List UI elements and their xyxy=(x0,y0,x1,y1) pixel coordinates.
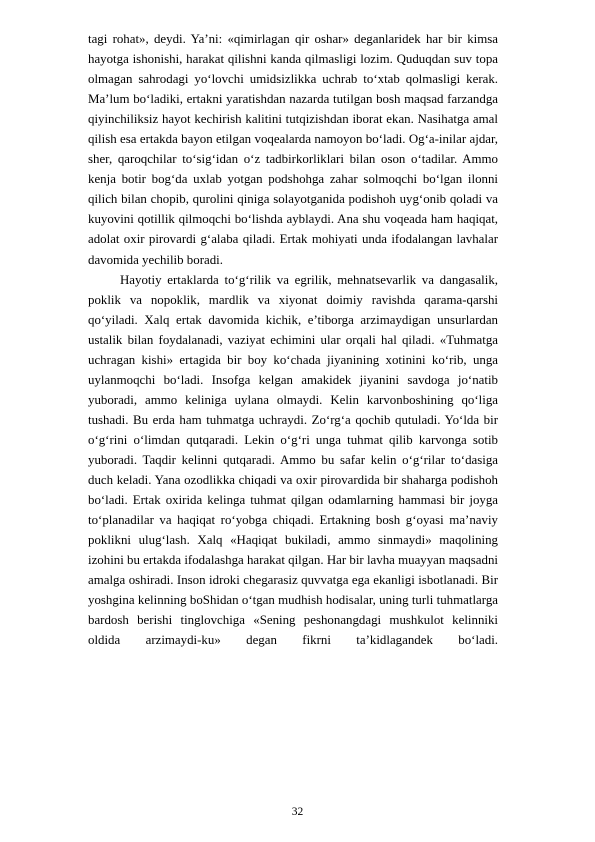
paragraph-2: Hayotiy ertaklarda to‘g‘rilik va egrilik, mehnatsevarlik va dangasalik, poklik va nopoklik, mardlik va xiyonat doimiy ravishda qarama-qarshi qo‘yiladi. Xalq ertak davomida kichik, e’tiborga arzimaydigan unsurlardan ustalik bilan foydalanadi, vaziyat echimini ular orqali hal qiladi. «Tuhmatga uchragan kishi» ertagida bir boy ko‘chada jiyanining xotinini ko‘rib, unga uylanmoqchi bo‘ladi. Insofga kelgan amakidek jiyanini savdoga jo‘natib yuboradi, ammo keliniga uylana olmaydi. Kelin karvonboshining qo‘liga tushadi. Bu erda ham tuhmatga uchraydi. Zo‘rg‘a qochib qutuladi. Yo‘lda bir o‘g‘rini o‘limdan qutqaradi. Lekin o‘g‘ri unga tuhmat qilib karvonga sotib yuboradi. Taqdir kelinni qutqaradi. Ammo bu safar kelin o‘g‘rilar to‘dasiga duch keladi. Yana ozodlikka chiqadi va oxir pirovardida bir shaharga podishoh bo‘ladi. Ertak oxirida kelinga tuhmat qilgan odamlarning hammasi bir joyga to‘planadilar va haqiqat ro‘yobga chiqadi. Ertakning bosh g‘oyasi ma’naviy poklikni ulug‘lash. Xalq «Haqiqat bukiladi, ammo sinmaydi» maqolining izohini bu ertakda ifodalashga harakat qilgan. Har bir lavha muayyan maqsadni amalga oshiradi. Inson idroki chegarasiz quvvatga ega ekanligi isbotlanadi. Bir yoshgina kelinning boShidan o‘tgan mudhish hodisalar, uning turli tuhmatlarga bardosh berishi tinglovchiga «Sening peshonangdagi mushkulot kelinniki oldida arzimaydi-ku» degan fikrni ta’kidlagandek bo‘ladi. xyxy=(88,272,498,648)
body-text xyxy=(88,29,498,650)
page-number: 32 xyxy=(291,806,304,818)
paragraph-1: tagi rohat», deydi. Ya’ni: «qimirlagan qir oshar» deganlaridek har bir kimsa hayotga ishonishi, harakat qilishni kanda qilmasligi lozim. Quduqdan suv topa olmagan sahrodagi yo‘lovchi umidsizlikka uchrab to‘xtab qolmasligi kerak. Ma’lum bo‘ladiki, ertakni yaratishdan nazarda tutilgan bosh maqsad farzandga qiyinchiliksiz hayot kechirish kalitini tutqizishdan iborat ekan. Nasihatga amal qilish esa ertakda bayon etilgan voqealarda namoyon bo‘ladi. Og‘a-inilar ajdar, sher, qaroqchilar to‘sig‘idan o‘z tadbirkorliklari bilan oson o‘tadilar. Ammo kenja botir bog‘da uxlab yotgan podshohga zahar solmoqchi bo‘lgan ilonni qilich bilan chopib, qurolini qiniga solayotganida podishoh uyg‘onib qoladi va kuyovini qotillik qilmoqchi bo‘lishda ayblaydi. Ana shu voqeada ham haqiqat, adolat oxir pirovardi g‘alaba qiladi. Ertak mohiyati unda ifodalangan lavhalar davomida yechilib boradi. xyxy=(88,32,498,267)
